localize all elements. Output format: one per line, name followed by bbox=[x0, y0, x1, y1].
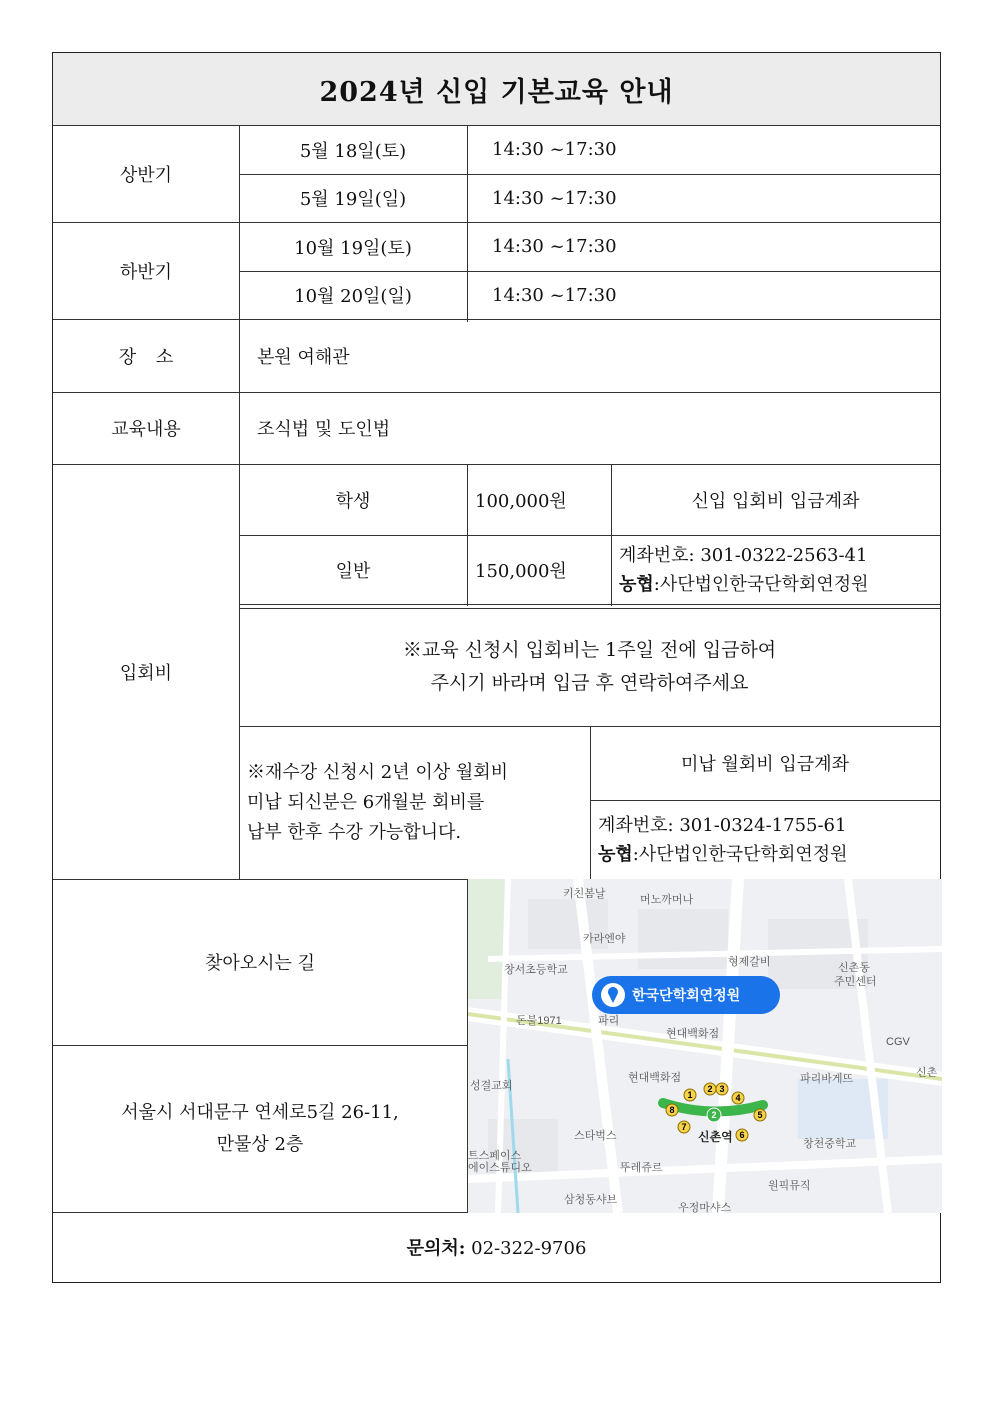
content-label: 교육내용 bbox=[111, 419, 181, 440]
map-place-label: 키친봄날 bbox=[563, 888, 606, 900]
map-place-label: 창천중학교 bbox=[803, 1138, 857, 1150]
place-label: 장 소 bbox=[118, 346, 174, 368]
contact-phone: 02-322-9706 bbox=[471, 1238, 587, 1259]
fee-notice: ※교육 신청시 입회비는 1주일 전에 입금하여 주시기 바라며 입금 후 연락하여주세요 bbox=[402, 639, 777, 694]
second-half-date-1: 10월 19일(토) bbox=[294, 237, 412, 259]
second-half-date-2: 10월 20일(일) bbox=[294, 286, 412, 307]
general-amount: 150,000원 bbox=[475, 560, 567, 582]
map-place-label: 스타벅스 bbox=[574, 1130, 617, 1142]
second-half-time-1: 14:30 ~17:30 bbox=[492, 236, 617, 257]
exit-number: 2 bbox=[711, 1110, 717, 1120]
unpaid-account-info bbox=[598, 800, 940, 879]
content-value: 조식법 및 도인법 bbox=[257, 419, 391, 440]
map-place-label: CGV bbox=[886, 1036, 910, 1048]
map-place-label: 원픽뮤직 bbox=[768, 1180, 811, 1192]
second-half-label: 하반기 bbox=[119, 261, 173, 283]
first-half-date-1: 5월 18일(토) bbox=[299, 140, 407, 162]
exit-number: 6 bbox=[739, 1130, 745, 1140]
first-half-label: 상반기 bbox=[119, 164, 173, 186]
directions-label: 찾아오시는 길 bbox=[204, 953, 316, 974]
page-title: 2024년 신입 기본교육 안내 bbox=[319, 76, 674, 108]
exit-number: 5 bbox=[757, 1110, 763, 1120]
exit-number: 8 bbox=[669, 1105, 675, 1115]
second-half-time-2: 14:30 ~17:30 bbox=[492, 284, 617, 306]
station-label: 신촌역 bbox=[698, 1130, 733, 1144]
account-number: 계좌번호: 301-0322-2563-41 bbox=[619, 544, 868, 566]
unpaid-account-number: 계좌번호: 301-0324-1755-61 bbox=[598, 814, 847, 836]
title-band bbox=[53, 53, 940, 125]
map-place-label: 현대백화점 bbox=[666, 1028, 720, 1040]
account-title: 신입 입회비 입금계좌 bbox=[691, 490, 860, 512]
first-half-time-2: 14:30 ~17:30 bbox=[492, 187, 617, 209]
map-place-label: 신촌동 bbox=[838, 962, 870, 974]
map-place-label: 성결교회 bbox=[470, 1080, 513, 1092]
map-place-label: 트스페이스 bbox=[468, 1150, 522, 1162]
map-place-label: 우정마샤스 bbox=[678, 1202, 732, 1213]
address: 서울시 서대문구 연세로5길 26-11, 만물상 2층 bbox=[121, 1101, 399, 1155]
exit-number: 7 bbox=[681, 1122, 687, 1132]
map-place-label: 카라엔야 bbox=[583, 933, 626, 945]
map-place-label: 주민센터 bbox=[834, 976, 877, 988]
contact bbox=[53, 1212, 940, 1282]
account-holder: 농협:사단법인한국단학회연정원 bbox=[619, 573, 869, 595]
map-place-label: 창서초등학교 bbox=[504, 964, 568, 976]
map-place-label: 현대백화점 bbox=[628, 1072, 682, 1084]
retake-notice: ※재수강 신청시 2년 이상 월회비 미납 되신분은 6개월분 회비를 납부 한후 수강 가능합니다. bbox=[247, 761, 508, 843]
general-label: 일반 bbox=[335, 560, 371, 582]
map-place-label: 파리 bbox=[598, 1015, 620, 1027]
marker-label: 한국단학회연정원 bbox=[632, 987, 741, 1003]
contact-label: 문의처: bbox=[406, 1238, 466, 1259]
map-place-label: 파리바게뜨 bbox=[800, 1073, 854, 1085]
first-half-date-2: 5월 19일(일) bbox=[299, 189, 407, 210]
place-value: 본원 여해관 bbox=[257, 346, 350, 368]
map-place-label: 뚜레쥬르 bbox=[620, 1162, 663, 1174]
notice-document bbox=[52, 52, 941, 1283]
fee-label: 입회비 bbox=[119, 662, 173, 684]
unpaid-account-holder: 농협:사단법인한국단학회연정원 bbox=[598, 843, 848, 865]
exit-number: 4 bbox=[735, 1093, 741, 1103]
exit-number: 3 bbox=[719, 1084, 725, 1094]
location-map[interactable] bbox=[468, 879, 942, 1213]
account-info bbox=[619, 535, 940, 604]
map-place-label: 에이스튜디오 bbox=[468, 1162, 532, 1174]
unpaid-account-title: 미납 월회비 입금계좌 bbox=[681, 754, 849, 775]
map-place-label: 형제갈비 bbox=[728, 956, 771, 968]
map-place-label: 돈불1971 bbox=[516, 1015, 562, 1027]
student-amount: 100,000원 bbox=[475, 490, 567, 512]
map-place-label: 신촌 bbox=[916, 1067, 938, 1079]
first-half-time-1: 14:30 ~17:30 bbox=[492, 139, 617, 160]
map-place-label: 머노까머나 bbox=[640, 894, 694, 906]
student-label: 학생 bbox=[335, 490, 371, 512]
map-place-label: 삼청동샤브 bbox=[564, 1194, 618, 1206]
exit-number: 2 bbox=[707, 1084, 713, 1094]
exit-number: 1 bbox=[687, 1090, 693, 1100]
